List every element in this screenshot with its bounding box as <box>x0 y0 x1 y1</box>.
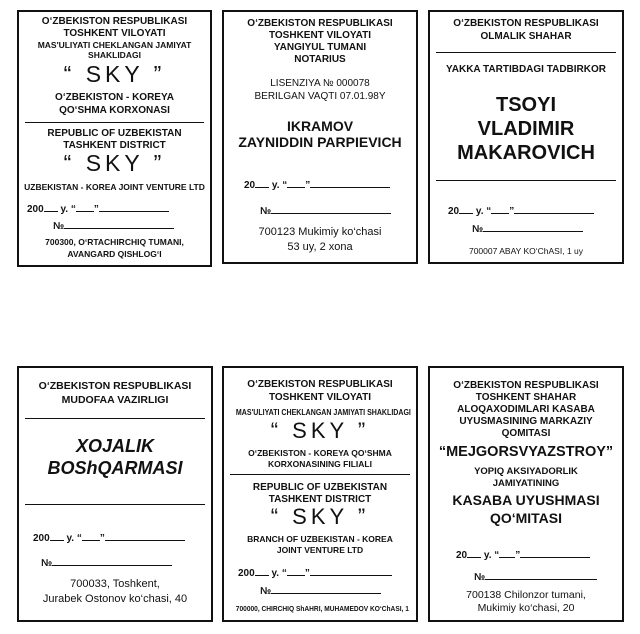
stamp-city: TOSHKENT SHAHAR <box>475 392 577 403</box>
stamp-company-type: O‘ZBEKISTON - KOREYA <box>55 92 174 103</box>
stamp-given-name: VLADIMIR <box>477 118 575 140</box>
stamp-region: TOSHKENT VILOYATI <box>63 28 166 39</box>
stamp-header: O‘ZBEKISTON RESPUBLIKASI <box>247 379 393 390</box>
stamp-district: YANGIYUL TUMANI <box>273 42 367 53</box>
stamp-address: 700007 ABAY KO‘ChASI, 1 uy <box>468 246 584 256</box>
stamp-notary-ikramov <box>222 10 418 264</box>
stamp-company-form: MAS'ULIYATI CHEKLANGAN JAMIYATI SHAKLIDAGI <box>235 408 411 417</box>
divider-line <box>436 52 616 53</box>
stamp-company-type: KORXONASINING FILIALI <box>268 459 372 469</box>
stamp-header-en: REPUBLIC OF UZBEKISTAN <box>252 482 388 493</box>
stamp-tsoyi-entrepreneur <box>428 10 624 264</box>
stamp-city: OLMALIK SHAHAR <box>480 31 572 42</box>
stamp-address: AVANGARD QISHLOG‘I <box>67 249 162 259</box>
stamp-brand-name: “ SKY ” <box>270 418 370 443</box>
number-field: № <box>260 204 391 217</box>
stamp-address: 53 uy, 2 xona <box>287 241 353 253</box>
stamp-patronymic: MAKAROVICH <box>457 142 595 164</box>
date-field: 20 y. “ ” <box>448 204 594 217</box>
date-field: 200 y. “ ” <box>238 566 392 579</box>
stamp-surname: IKRAMOV <box>286 118 354 134</box>
stamp-company-name: “MEJGORSVYAZSTROY” <box>438 444 614 460</box>
stamp-region: TOSHKENT VILOYATI <box>268 30 372 41</box>
stamp-region-en: TASHKENT DISTRICT <box>268 494 372 505</box>
stamp-address: 700033, Toshkent, <box>70 578 160 590</box>
divider-line <box>25 418 205 419</box>
stamp-header-en: REPUBLIC OF UZBEKISTAN <box>47 128 182 139</box>
stamp-brand-name-en: “ SKY ” <box>63 150 166 176</box>
stamp-surname: TSOYI <box>495 94 556 116</box>
stamp-address: 700138 Chilonzor tumani, <box>466 589 586 601</box>
stamp-header: O‘ZBEKISTON RESPUBLIKASI <box>41 16 188 27</box>
stamp-region-en: TASHKENT DISTRICT <box>63 140 166 151</box>
stamp-union-name: QOMITASI <box>501 428 551 439</box>
divider-line <box>25 504 205 505</box>
stamp-mejgorsvyazstroy-union <box>428 366 624 622</box>
stamp-company-type-en: BRANCH OF UZBEKISTAN - KOREA <box>247 534 393 544</box>
stamp-issue-date: BERILGAN VAQTI 07.01.98Y <box>254 91 386 102</box>
stamp-sky-chirchiq-branch <box>222 366 418 622</box>
stamp-company-type: JAMIYATINING <box>492 478 560 489</box>
stamp-sky-ortachirchiq <box>17 10 212 267</box>
stamp-department: XOJALIK <box>75 436 154 456</box>
date-field: 200 y. “ ” <box>33 531 185 544</box>
stamp-license: LISENZIYA № 000078 <box>270 78 370 89</box>
stamp-address: Jurabek Ostonov ko‘chasi, 40 <box>42 593 188 605</box>
stamp-ministry: MUDOFAA VAZIRLIGI <box>61 394 169 406</box>
stamp-department: BOShQARMASI <box>47 458 183 478</box>
stamp-header: O‘ZBEKISTON RESPUBLIKASI <box>38 380 192 392</box>
stamp-given-names: ZAYNIDDIN PARPIEVICH <box>238 134 402 150</box>
stamp-company-form: SHAKLIDAGI <box>88 50 141 60</box>
stamp-company-type: YOPIQ AKSIYADORLIK <box>474 466 578 477</box>
date-field: 200 y. “ ” <box>27 202 169 215</box>
number-field: № <box>474 570 597 583</box>
stamp-company-type-en: UZBEKISTAN - KOREA JOINT VENTURE LTD <box>24 182 205 192</box>
stamp-address: 700123 Mukimiy ko‘chasi <box>258 226 382 238</box>
stamp-committee: QO‘MITASI <box>489 510 563 526</box>
stamp-address: 700000, CHIRCHIQ ShAHRI, MUHAMEDOV KO‘ChASI, 1 <box>235 604 409 613</box>
stamp-header: O‘ZBEKISTON RESPUBLIKASI <box>247 18 393 29</box>
date-field: 20 y. “ ” <box>456 548 590 561</box>
date-field: 20 y. “ ” <box>244 178 390 191</box>
number-field: № <box>53 219 174 232</box>
stamp-company-type: QO‘SHMA KORXONASI <box>59 105 170 116</box>
stamp-notary-title: NOTARIUS <box>294 54 346 65</box>
stamp-header: O‘ZBEKISTON RESPUBLIKASI <box>453 18 599 29</box>
stamp-union-name: ALOQAXODIMLARI KASABA <box>457 404 595 415</box>
stamp-region: TOSHKENT VILOYATI <box>268 392 372 403</box>
number-field: № <box>41 556 172 569</box>
divider-line <box>230 474 410 475</box>
stamp-entrepreneur-type: YAKKA TARTIBDAGI TADBIRKOR <box>446 64 606 75</box>
stamp-address: 700300, O‘RTACHIRCHIQ TUMANI, <box>45 237 184 247</box>
stamp-address: Mukimiy ko‘chasi, 20 <box>477 602 575 614</box>
divider-line <box>436 180 616 181</box>
stamp-company-type-en: JOINT VENTURE LTD <box>276 545 364 555</box>
stamp-company-type: O‘ZBEKISTON - KOREYA QO‘SHMA <box>248 448 392 458</box>
stamp-defense-ministry <box>17 366 213 622</box>
stamp-union-name: UYUSMASINING MARKAZIY <box>459 416 593 427</box>
divider-line <box>25 122 204 123</box>
stamp-brand-name: “ SKY ” <box>63 61 166 87</box>
number-field: № <box>260 584 381 597</box>
stamp-committee: KASABA UYUSHMASI <box>452 492 600 508</box>
stamp-header: O‘ZBEKISTON RESPUBLIKASI <box>453 380 599 391</box>
stamp-company-form: MAS'ULIYATI CHEKLANGAN JAMIYAT <box>37 40 192 50</box>
stamp-brand-name-en: “ SKY ” <box>270 504 370 529</box>
number-field: № <box>472 222 583 235</box>
